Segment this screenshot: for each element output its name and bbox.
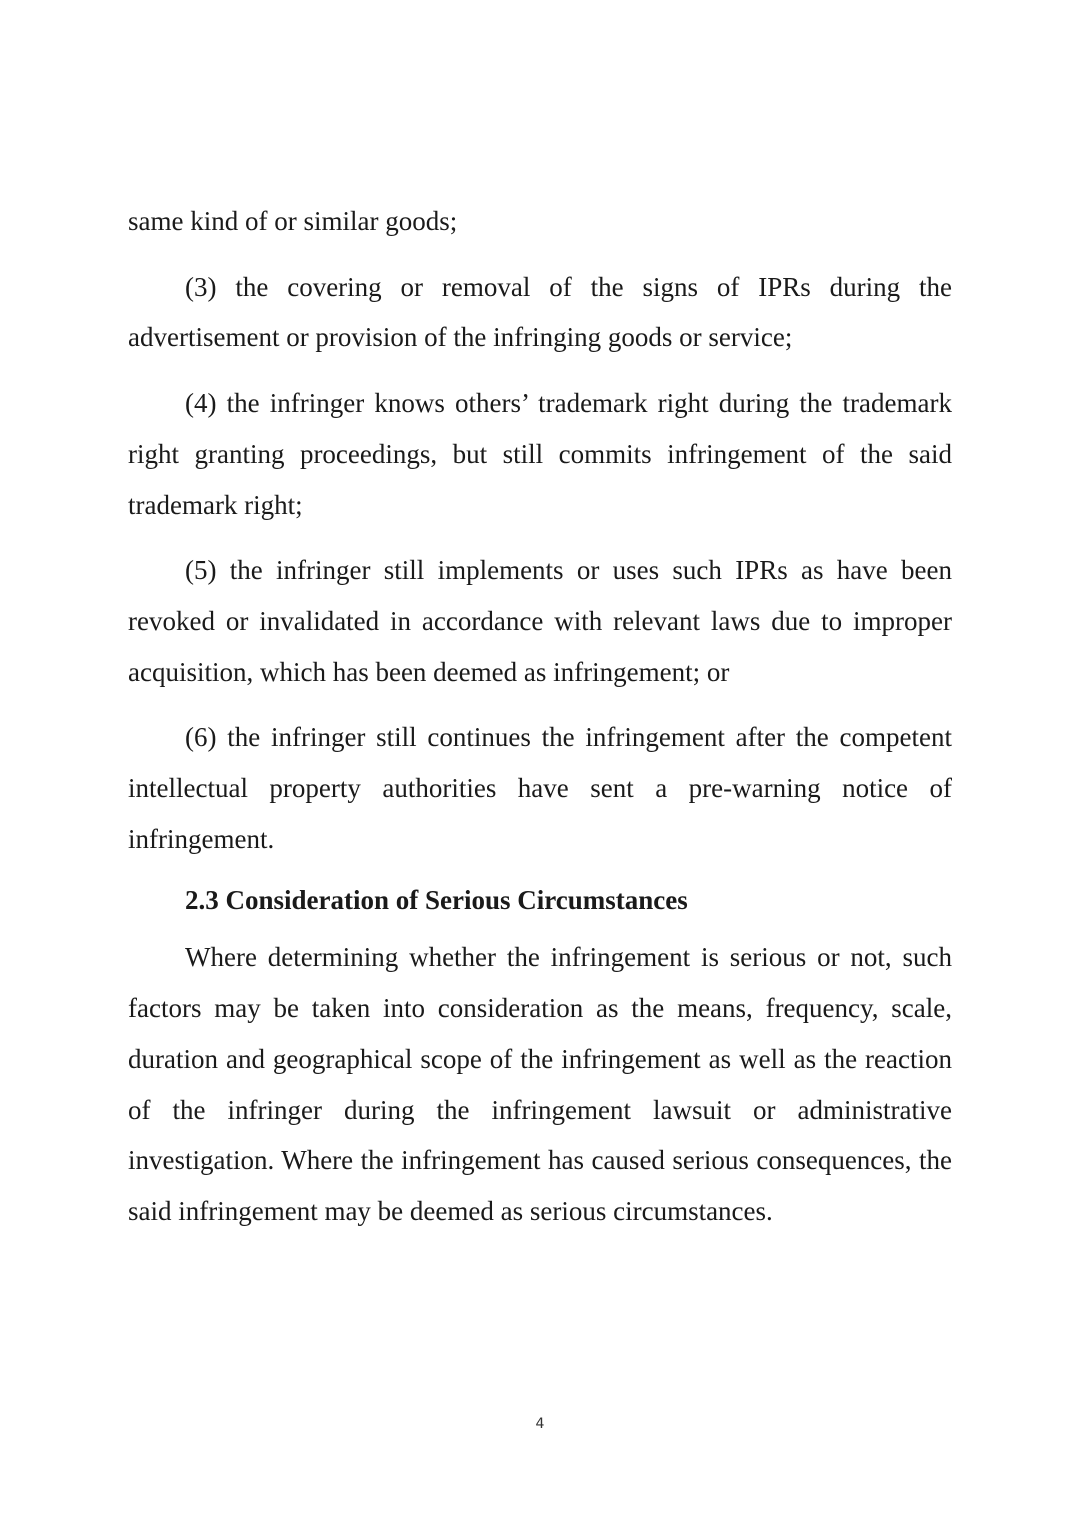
document-body [128,196,952,1252]
section-body-paragraph: Where determining whether the infringement is serious or not, such factors may be taken into consideration as the means, frequency, scale, duration and geographical scope of the infringement as well as the reaction of the infringer during the infringement lawsuit or administrative investigation. Where the infringement has caused serious consequences, the said infringement may be deemed as serious circumstances. [128,942,952,1226]
list-item-5: (5) the infringer still implements or uses such IPRs as have been revoked or invalidated in accordance with relevant laws due to improper acquisition, which has been deemed as infringement; or [128,555,952,687]
paragraph-continuation: same kind of or similar goods; [128,206,458,236]
list-item-6: (6) the infringer still continues the infringement after the competent intellectual property authorities have sent a pre-warning notice of infringement. [128,722,952,854]
section-heading: 2.3 Consideration of Serious Circumstances [185,885,688,916]
list-item-3: (3) the covering or removal of the signs of IPRs during the advertisement or provision of the infringing goods or service; [128,271,952,353]
page-number: 4 [535,1416,545,1432]
list-item-4: (4) the infringer knows others’ trademark right during the trademark right granting proceedings, but still commits infringement of the said trademark right; [128,388,952,520]
